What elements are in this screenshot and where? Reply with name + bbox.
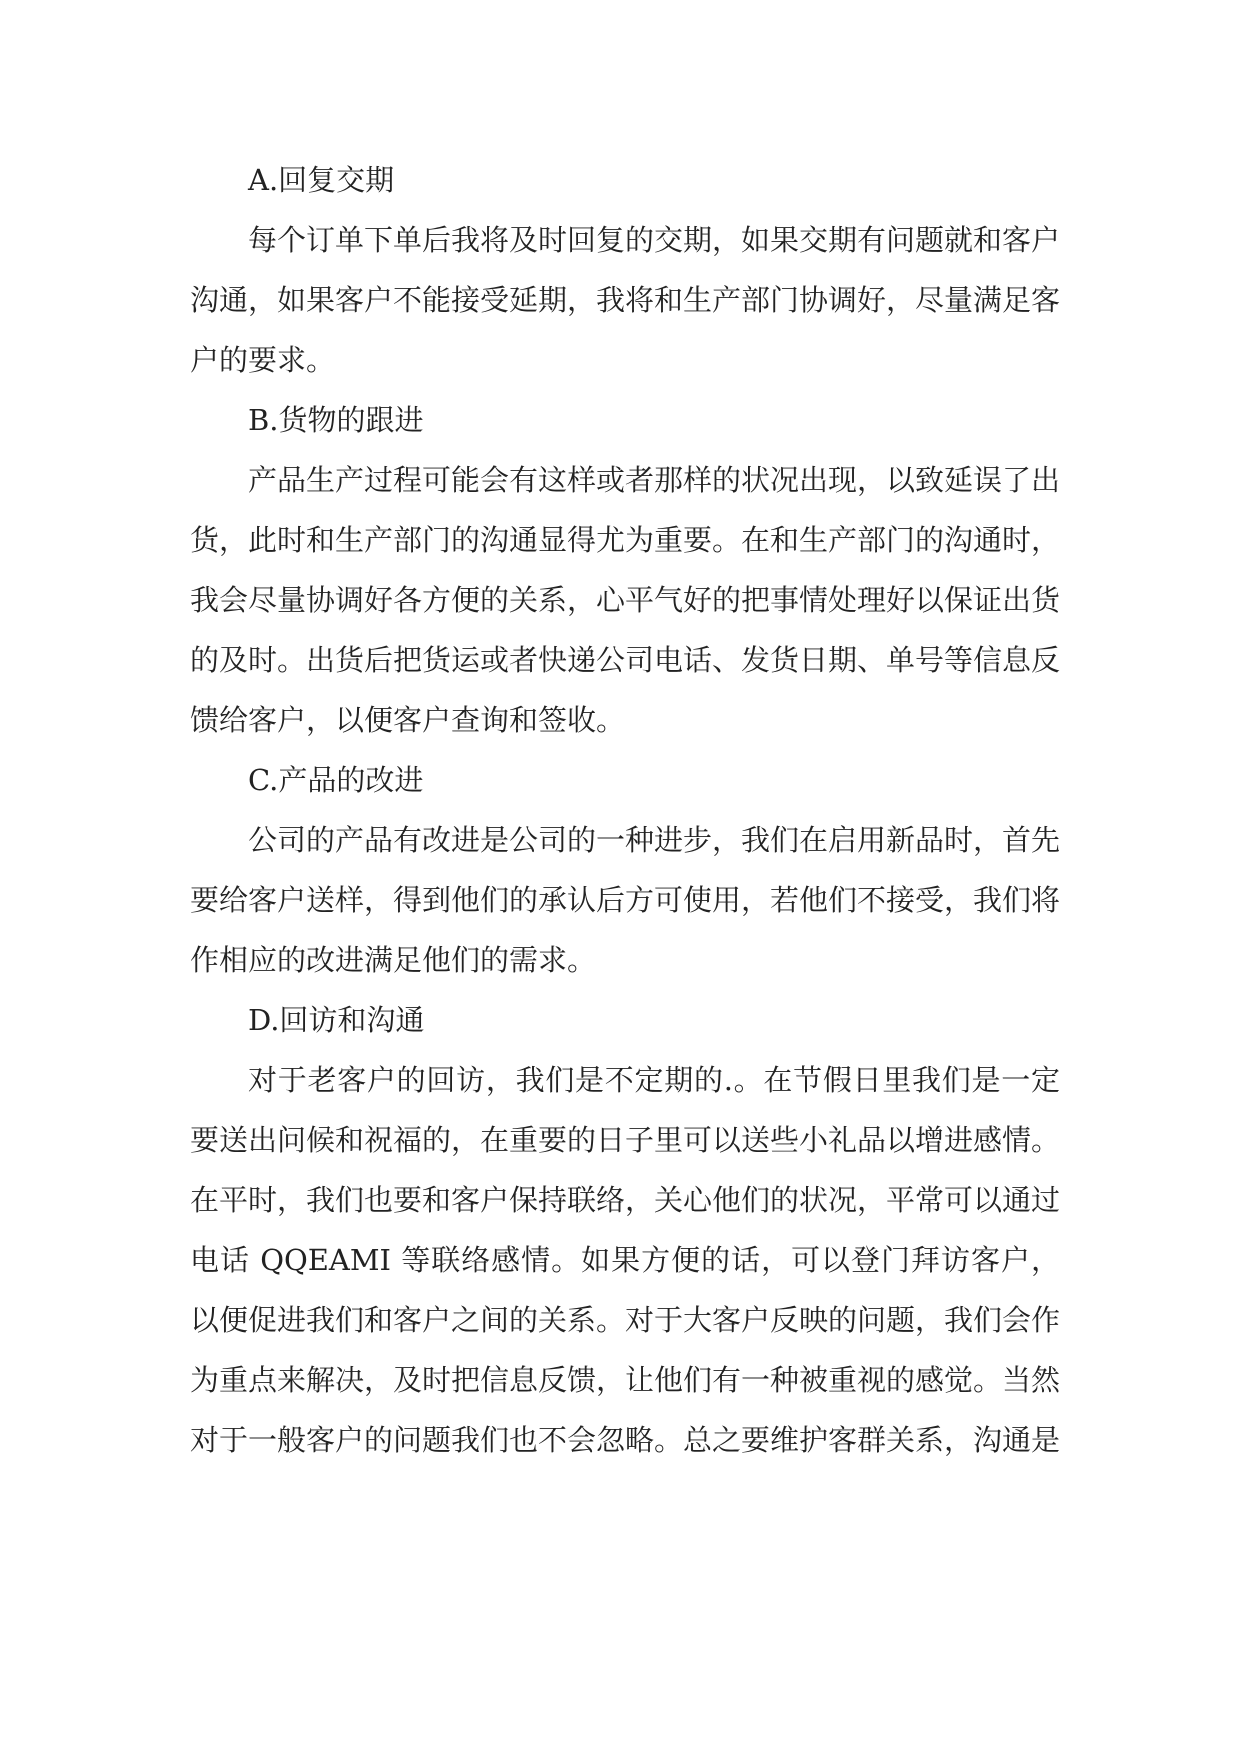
section-heading-a: A.回复交期 — [248, 163, 395, 197]
document-body — [190, 150, 1060, 1470]
section-heading-b: B.货物的跟进 — [248, 403, 424, 437]
section-heading-d: D.回访和沟通 — [248, 1003, 425, 1037]
section-heading-c: C.产品的改进 — [248, 763, 424, 797]
paragraph-b-1: 产品生产过程可能会有这样或者那样的状况出现，以致延误了出货，此时和生产部门的沟通显得尤为重要。在和生产部门的沟通时，我会尽量协调好各方便的关系，心平气好的把事情处理好以保证出货的及时。出货后把货运或者快递公司电话、发货日期、单号等信息反馈给客户，以便客户查询和签收。 — [190, 463, 1061, 737]
paragraph-a-1: 每个订单下单后我将及时回复的交期，如果交期有问题就和客户沟通，如果客户不能接受延期，我将和生产部门协调好，尽量满足客户的要求。 — [190, 223, 1061, 377]
paragraph-c-1: 公司的产品有改进是公司的一种进步，我们在启用新品时，首先要给客户送样，得到他们的承认后方可使用，若他们不接受，我们将作相应的改进满足他们的需求。 — [190, 823, 1061, 977]
paragraph-d-1: 对于老客户的回访，我们是不定期的.。在节假日里我们是一定要送出问候和祝福的，在重要的日子里可以送些小礼品以增进感情。在平时，我们也要和客户保持联络，关心他们的状况，平常可以通过电话 QQEAMI 等联络感情。如果方便的话，可以登门拜访客户，以便促进我们和客户之间的关系。对于大客户反映的问题，我们会作为重点来解决，及时把信息反馈，让他们有一种被重视的感觉。当然对于一般客户的问题我们也不会忽略。总之要维护客群关系，沟通是 — [190, 1063, 1061, 1457]
